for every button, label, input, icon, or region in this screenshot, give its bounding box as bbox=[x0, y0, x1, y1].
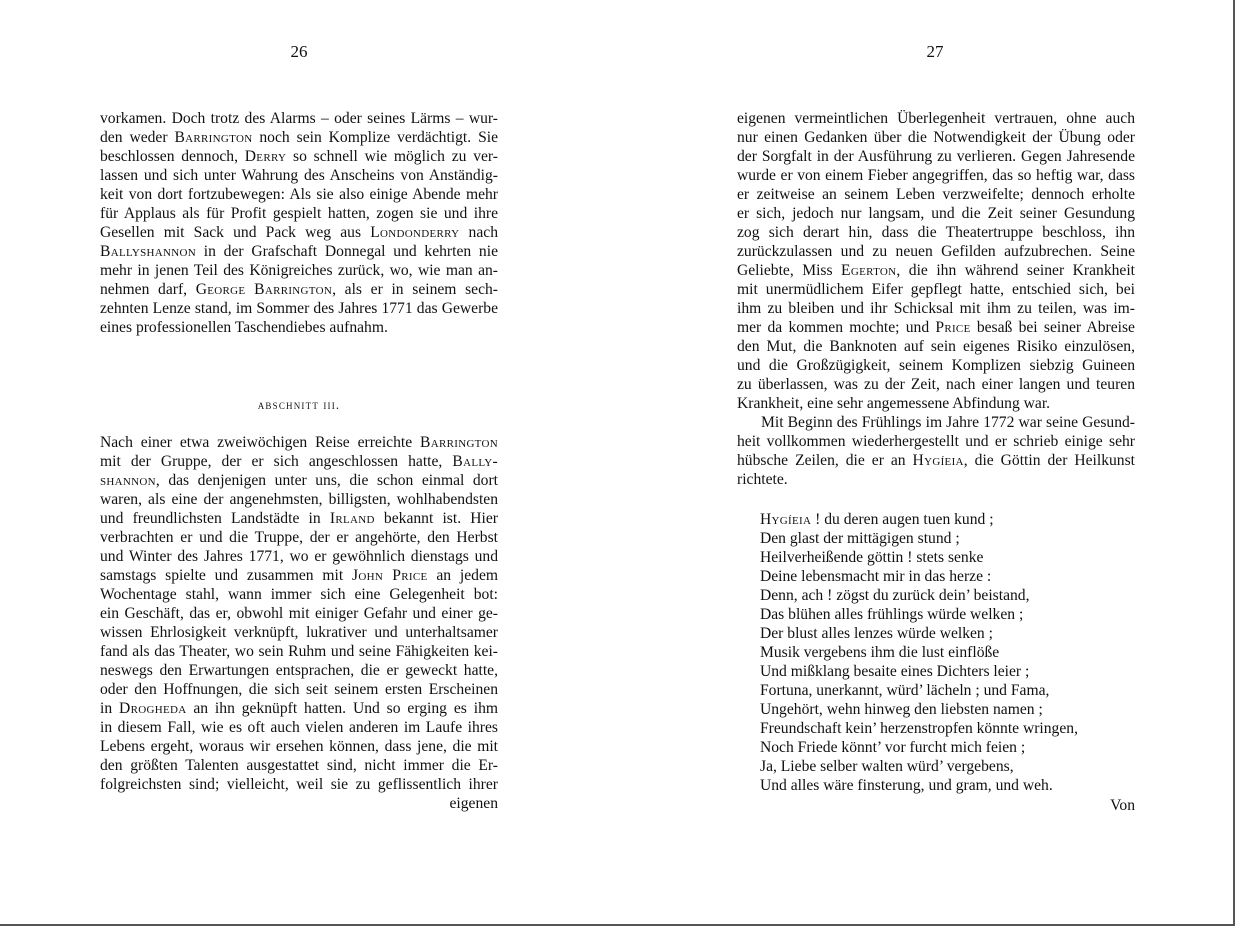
text-line: der Sorgfalt in der Ausführung zu verlieren. Gegen Jahresende bbox=[737, 148, 1135, 165]
text-line: fand als das Theater, wo sein Ruhm und seine Fähigkeiten kei- bbox=[100, 643, 498, 660]
text-line: mer da kommen mochte; und Price besaß bei seiner Abreise bbox=[737, 319, 1135, 336]
text-line: mit der Gruppe, der er sich angeschlossen hatte, Bally- bbox=[100, 453, 498, 470]
text-line: den Mut, die Banknoten auf sein eigenes Risiko einzulösen, bbox=[737, 338, 1135, 355]
verse-line: Denn, ach ! zögst du zurück dein’ beistand, bbox=[760, 587, 1030, 604]
text-line: wurde er von einem Fieber angegriffen, das so heftig war, dass bbox=[737, 167, 1135, 184]
text-line: shannon, das denjenigen unter uns, die schon einmal dort bbox=[100, 472, 498, 489]
text-line: mit unermüdlichem Eifer gepflegt hatte, entschied sich, bei bbox=[737, 281, 1135, 298]
text-line: in diesem Fall, wie es oft auch vielen anderen im Laufe ihres bbox=[100, 719, 498, 736]
verse-line: Ja, Liebe selber walten würd’ vergebens, bbox=[760, 758, 1014, 775]
left-paragraph-2 bbox=[100, 433, 498, 813]
text-line: zu überlassen, was zu der Zeit, nach einer langen und teuren bbox=[737, 376, 1135, 393]
text-line: beschlossen dennoch, Derry so schnell wie möglich zu ver- bbox=[100, 148, 498, 165]
text-line: Lebens ergeht, woraus wir ersehen können, dass jene, die mit bbox=[100, 738, 498, 755]
text-line: neswegs den Erwartungen entsprachen, die er geweckt hatte, bbox=[100, 662, 498, 679]
text-line: er sich, jedoch nur langsam, und die Zeit seiner Gesundung bbox=[737, 205, 1135, 222]
text-line: und freundlichsten Landstädte in Irland bekannt ist. Hier bbox=[100, 510, 498, 527]
text-line: und Winter des Jahres 1771, wo er gewöhnlich dienstags und bbox=[100, 548, 498, 565]
text-line: Wochentage stahl, wann immer sich eine Gelegenheit bot: bbox=[100, 586, 498, 603]
text-line: heit vollkommen wiederhergestellt und er schrieb einige sehr bbox=[737, 433, 1135, 450]
text-line: zehnten Lenze stand, im Sommer des Jahres 1771 das Gewerbe bbox=[100, 300, 498, 317]
text-line: Gesellen mit Sack und Pack weg aus Londonderry nach bbox=[100, 224, 498, 241]
text-line: wissen Ehrlosigkeit verknüpft, lukrativer und unterhaltsamer bbox=[100, 624, 498, 641]
verse-line: Das blühen alles frühlings würde welken ; bbox=[760, 606, 1024, 623]
verse-line: Ungehört, wehn hinweg den liebsten namen ; bbox=[760, 701, 1043, 718]
text-line: richtete. bbox=[737, 471, 788, 488]
text-line: Krankheit, eine sehr angemessene Abfindung war. bbox=[737, 395, 1051, 412]
text-line: und die Großzügigkeit, seinem Komplizen siebzig Guineen bbox=[737, 357, 1135, 374]
text-line: vorkamen. Doch trotz des Alarms – oder seines Lärms – wur- bbox=[100, 110, 498, 127]
verse-line: Musik vergebens ihm die lust einflöße bbox=[760, 644, 1000, 661]
text-line: Nach einer etwa zweiwöchigen Reise erreichte Barrington bbox=[100, 434, 498, 451]
text-line: ein Geschäft, das er, obwohl mit einiger Gefahr und einer ge- bbox=[100, 605, 498, 622]
right-paragraph-1 bbox=[737, 109, 1135, 489]
text-line: nur einen Gedanken über die Notwendigkeit der Übung oder bbox=[737, 129, 1135, 146]
text-line: lassen und sich unter Wahrung des Anscheins von Anständig- bbox=[100, 167, 498, 184]
verse-line: Noch Friede könnt’ vor furcht mich feien ; bbox=[760, 739, 1026, 756]
verse-line: Und mißklang besaite eines Dichters leier ; bbox=[760, 663, 1030, 680]
text-line: oder den Hoffnungen, die sich seit seinem ersten Erscheinen bbox=[100, 681, 498, 698]
left-page-number: 26 bbox=[290, 42, 308, 61]
text-line: hübsche Zeilen, die er an Hygíeia, die Göttin der Heilkunst bbox=[737, 452, 1135, 469]
poem-verse bbox=[760, 510, 1120, 795]
verse-line: Der blust alles lenzes würde welken ; bbox=[760, 625, 993, 642]
verse-line: Hygíeia ! du deren augen tuen kund ; bbox=[760, 511, 994, 528]
text-line: waren, als eine der angenehmsten, billigsten, wohlhabendsten bbox=[100, 491, 498, 508]
verse-line: Und alles wäre finsterung, und gram, und weh. bbox=[760, 777, 1053, 794]
text-line: folgreichsten sind; vielleicht, weil sie zu geflissentlich ihrer bbox=[100, 776, 498, 793]
verse-line: Deine lebensmacht mir in das herze : bbox=[760, 568, 992, 585]
text-line: samstags spielte und zusammen mit John Price an jedem bbox=[100, 567, 498, 584]
verse-line: Den glast der mittägigen stund ; bbox=[760, 530, 960, 547]
verse-line: Heilverheißende göttin ! stets senke bbox=[760, 549, 984, 566]
left-paragraph-1 bbox=[100, 109, 498, 337]
text-line: Ballyshannon in der Grafschaft Donnegal und kehrten nie bbox=[100, 243, 498, 260]
text-line: den weder Barrington noch sein Komplize verdächtigt. Sie bbox=[100, 129, 498, 146]
left-catchword: eigenen bbox=[449, 795, 498, 812]
text-line: für Applaus als für Profit gespielt hatten, zogen sie und ihre bbox=[100, 205, 498, 222]
text-line: nehmen darf, George Barrington, als er in seinem sech- bbox=[100, 281, 498, 298]
text-line: eigenen vermeintlichen Überlegenheit vertrauen, ohne auch bbox=[737, 110, 1135, 127]
text-line: zurückzulassen und zu neuen Gefilden aufzubrechen. Seine bbox=[737, 243, 1135, 260]
text-line: Geliebte, Miss Egerton, die ihn während seiner Krankheit bbox=[737, 262, 1135, 279]
text-line: er zeitweise an seinem Leben verzweifelte; dennoch erholte bbox=[737, 186, 1135, 203]
section-heading: abschnitt iii. bbox=[257, 398, 341, 412]
text-line: zog sich derart hin, dass die Theatertruppe beschloss, ihn bbox=[737, 224, 1135, 241]
right-page-number: 27 bbox=[926, 42, 944, 61]
text-line: in Drogheda an ihn geknüpft hatten. Und so erging es ihm bbox=[100, 700, 498, 717]
text-line: keit von dort fortzubewegen: Als sie also einige Abende mehr bbox=[100, 186, 498, 203]
text-line: Mit Beginn des Frühlings im Jahre 1772 war seine Gesund- bbox=[761, 414, 1135, 431]
verse-line: Freundschaft kein’ herzenstropfen könnte wringen, bbox=[760, 720, 1078, 737]
right-catchword: Von bbox=[1110, 797, 1135, 814]
text-line: den größten Talenten ausgestattet sind, nicht immer die Er- bbox=[100, 757, 498, 774]
text-line: mehr in jenen Teil des Königreiches zurück, wo, wie man an- bbox=[100, 262, 498, 279]
text-line: ihm zu bleiben und ihr Schicksal mit ihm zu teilen, was im- bbox=[737, 300, 1135, 317]
text-line: eines professionellen Taschendiebes aufnahm. bbox=[100, 319, 388, 336]
text-line: verbrachten er und die Truppe, der er angehörte, den Herbst bbox=[100, 529, 498, 546]
verse-line: Fortuna, unerkannt, würd’ lächeln ; und Fama, bbox=[760, 682, 1050, 699]
